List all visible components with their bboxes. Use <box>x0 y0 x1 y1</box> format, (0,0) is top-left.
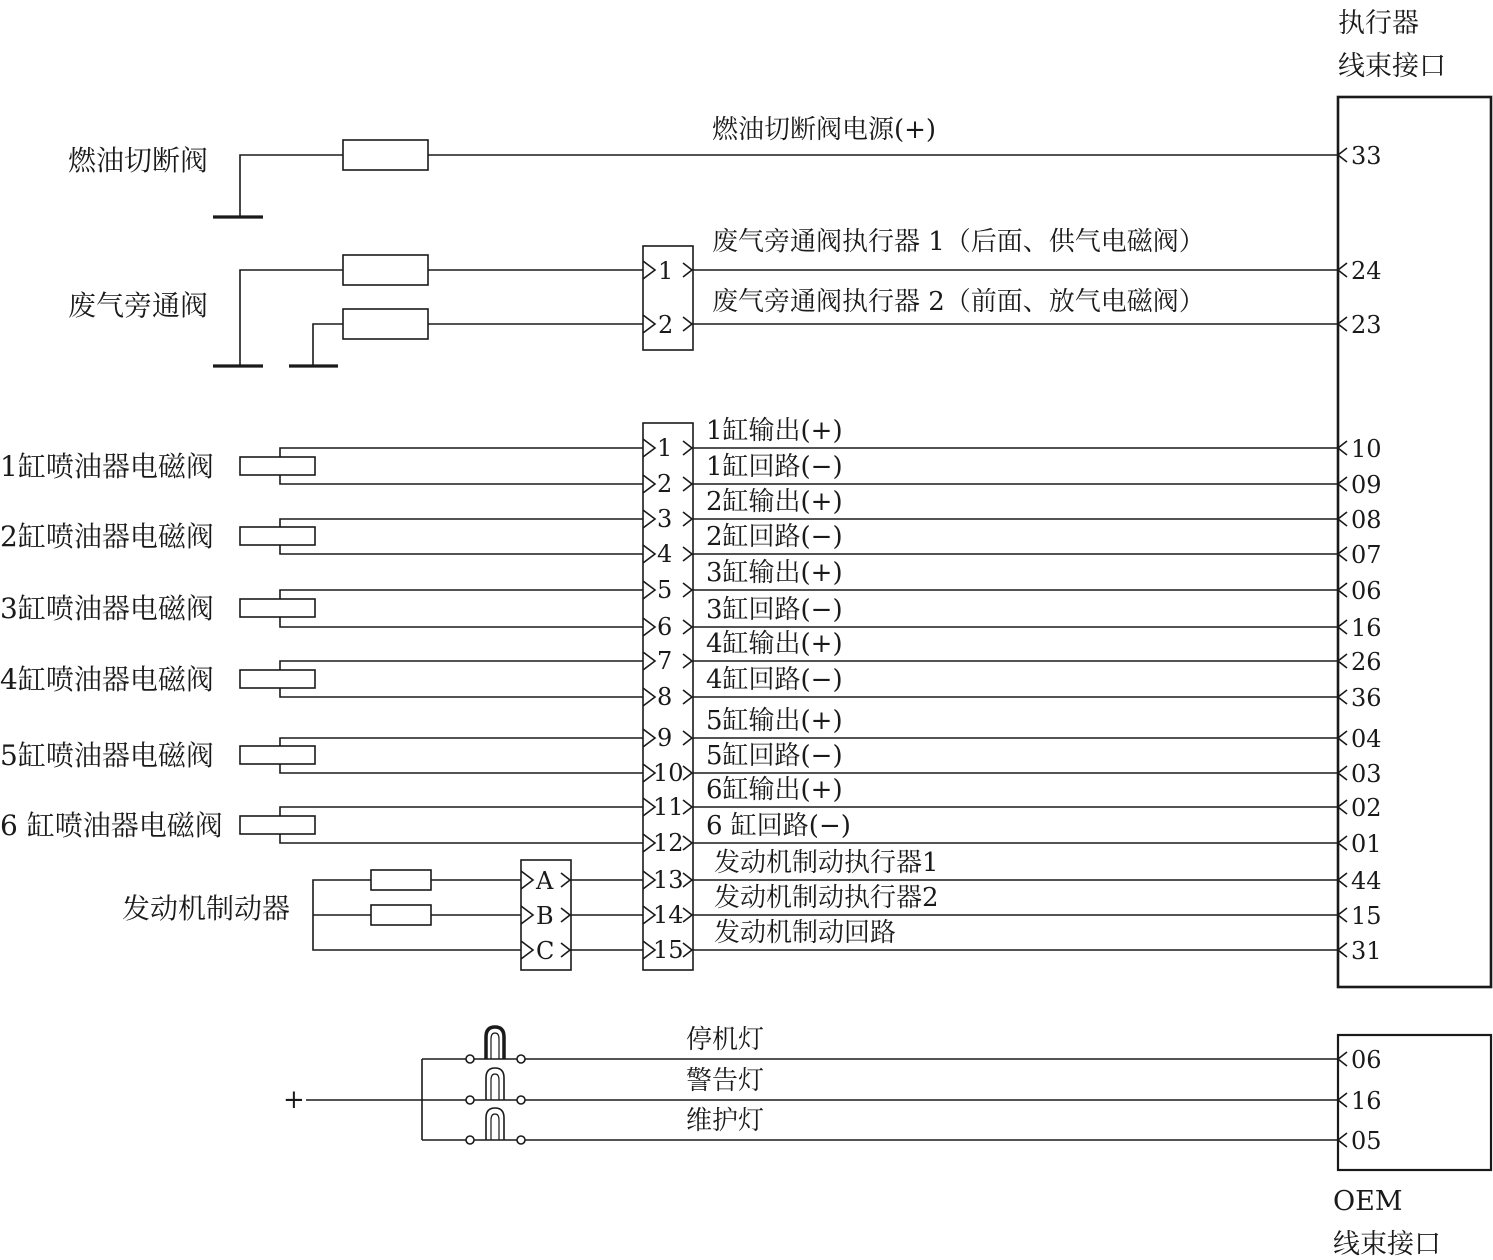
connector-pin-number: 15 <box>653 936 684 964</box>
lamp-label: 维护灯 <box>686 1106 765 1136</box>
lamp-terminal <box>466 1055 474 1063</box>
connector-pin-letter: C <box>536 937 555 965</box>
signal-label: 发动机制动回路 <box>714 918 897 948</box>
ecu-pin-number: 23 <box>1351 311 1382 339</box>
connector-pin-number: 2 <box>657 470 673 498</box>
lamp-label: 停机灯 <box>686 1025 765 1055</box>
lamp-filament-icon <box>491 1114 499 1140</box>
wastegate-signal-1-label: 废气旁通阀执行器 1（后面、供气电磁阀） <box>712 227 1205 257</box>
signal-label: 5缸回路(−) <box>706 741 843 771</box>
ecu-pin-number: 26 <box>1351 648 1382 676</box>
lamp-terminal <box>466 1136 474 1144</box>
injector-coil <box>240 816 315 834</box>
signal-label: 3缸回路(−) <box>706 595 843 625</box>
lamp-terminal <box>466 1096 474 1104</box>
engine-brake-coil-2 <box>371 905 431 925</box>
engine-brake-label: 发动机制动器 <box>122 892 291 925</box>
ecu-pin-number: 01 <box>1351 830 1382 858</box>
signal-label: 6 缸回路(−) <box>706 811 851 841</box>
signal-label: 3缸输出(+) <box>706 558 843 588</box>
injector-wire-return <box>280 545 643 554</box>
ecu-title-line1: 执行器 <box>1338 8 1419 39</box>
lamp-terminal <box>517 1096 525 1104</box>
cylinder-signal-wires <box>693 416 1338 950</box>
wastegate-coil-1 <box>343 255 428 285</box>
injector-coil <box>240 527 315 545</box>
injector-wire-return <box>280 688 643 697</box>
lamp-filament-icon <box>491 1033 499 1059</box>
injector-wire-return <box>280 617 643 627</box>
injector-wire-out <box>280 738 643 746</box>
wastegate-signal-2-label: 废气旁通阀执行器 2（前面、放气电磁阀） <box>712 287 1205 317</box>
signal-label: 2缸回路(−) <box>706 522 843 552</box>
injector-wire-return <box>280 764 643 773</box>
wastegate-wire-2-left <box>313 324 343 366</box>
injector-coil <box>240 457 315 475</box>
ecu-pin-number: 04 <box>1351 725 1382 753</box>
oem-title-line1: OEM <box>1333 1186 1403 1217</box>
signal-label: 发动机制动执行器1 <box>714 848 939 878</box>
ecu-pin-number: 02 <box>1351 794 1382 822</box>
connector-pin-number: 11 <box>653 793 684 821</box>
injector-coil <box>240 746 315 764</box>
oem-title-line2: 线束接口 <box>1333 1229 1441 1260</box>
connector-pin-number: 8 <box>657 683 673 711</box>
injector-label: 6 缸喷油器电磁阀 <box>0 809 223 842</box>
signal-label: 2缸输出(+) <box>706 487 843 517</box>
connector-pin-number: 12 <box>653 829 684 857</box>
fuel-cutoff-coil <box>343 140 428 170</box>
injector-wire-return <box>280 475 643 484</box>
signal-label: 发动机制动执行器2 <box>714 883 939 913</box>
signal-label: 6缸输出(+) <box>706 775 843 805</box>
signal-label: 5缸输出(+) <box>706 706 843 736</box>
wastegate-wire-1-left <box>240 270 343 366</box>
connector-pin-number: 13 <box>653 866 684 894</box>
oem-pin-number: 16 <box>1351 1087 1382 1115</box>
injector-group <box>0 448 643 843</box>
oem-pin-number: 05 <box>1351 1127 1382 1155</box>
fuel-cutoff-wire-left <box>240 155 343 217</box>
ecu-pin-number: 08 <box>1351 506 1382 534</box>
oem-pin-number: 06 <box>1351 1046 1382 1074</box>
ecu-pin-number: 24 <box>1351 257 1382 285</box>
connector-pin-number: 4 <box>657 540 673 568</box>
lamp-label: 警告灯 <box>686 1066 765 1096</box>
connector-pin-number: 1 <box>657 434 673 462</box>
supply-plus-symbol: + <box>283 1085 305 1115</box>
connector-pin-number: 10 <box>653 759 684 787</box>
injector-label: 1缸喷油器电磁阀 <box>0 450 214 483</box>
ecu-pin-number: 07 <box>1351 541 1382 569</box>
injector-label: 4缸喷油器电磁阀 <box>0 663 214 696</box>
injector-wire-return <box>280 834 643 843</box>
signal-label: 4缸输出(+) <box>706 629 843 659</box>
lamp-bulb-icon <box>486 1108 504 1140</box>
connector-pin-number: 2 <box>658 311 674 339</box>
signal-label: 1缸输出(+) <box>706 416 843 446</box>
fuel-cutoff-power-label: 燃油切断阀电源(+) <box>712 115 937 145</box>
ecu-pin-number: 09 <box>1351 471 1382 499</box>
engine-brake-coil-1 <box>371 870 431 890</box>
injector-coil <box>240 599 315 617</box>
signal-label: 1缸回路(−) <box>706 452 843 482</box>
ecu-pin-number: 10 <box>1351 435 1382 463</box>
injector-wire-out <box>280 807 643 816</box>
injector-label: 5缸喷油器电磁阀 <box>0 739 214 772</box>
connector-pin-number: 1 <box>658 257 674 285</box>
ecu-pin-number: 16 <box>1351 614 1382 642</box>
connector-pin-number: 14 <box>653 901 684 929</box>
ecu-pin-number: 36 <box>1351 684 1382 712</box>
connector-pin-letter: B <box>536 902 554 930</box>
lamp-bulb-icon <box>486 1068 504 1100</box>
injector-label: 2缸喷油器电磁阀 <box>0 520 214 553</box>
connector-pin-number: 6 <box>657 613 673 641</box>
ecu-pin-number: 31 <box>1351 937 1382 965</box>
ecu-pin-number: 15 <box>1351 902 1382 930</box>
wastegate-valve-label: 废气旁通阀 <box>68 289 209 322</box>
wastegate-coil-2 <box>343 309 428 339</box>
ecu-pin-number: 06 <box>1351 577 1382 605</box>
injector-label: 3缸喷油器电磁阀 <box>0 592 214 625</box>
lamp-bulb-icon <box>486 1027 504 1059</box>
connector-pin-number: 7 <box>657 647 673 675</box>
lamp-group <box>422 1025 1338 1144</box>
fuel-cutoff-valve-label: 燃油切断阀 <box>68 144 209 177</box>
lamp-filament-icon <box>491 1074 499 1100</box>
connector-pin-letter: A <box>536 867 554 895</box>
ecu-title-line2: 线束接口 <box>1338 51 1446 82</box>
injector-wire-out <box>280 448 643 457</box>
lamp-terminal <box>517 1136 525 1144</box>
ecu-pin-number: 03 <box>1351 760 1382 788</box>
injector-wire-out <box>280 590 643 599</box>
connector-pin-number: 3 <box>657 505 673 533</box>
ecu-pin-number: 33 <box>1351 142 1382 170</box>
injector-coil <box>240 670 315 688</box>
ecu-pin-number: 44 <box>1351 867 1382 895</box>
lamp-terminal <box>517 1055 525 1063</box>
connector-pin-number: 9 <box>657 724 673 752</box>
injector-wire-out <box>280 661 643 670</box>
signal-label: 4缸回路(−) <box>706 665 843 695</box>
injector-wire-out <box>280 519 643 527</box>
connector-pin-number: 5 <box>657 576 673 604</box>
